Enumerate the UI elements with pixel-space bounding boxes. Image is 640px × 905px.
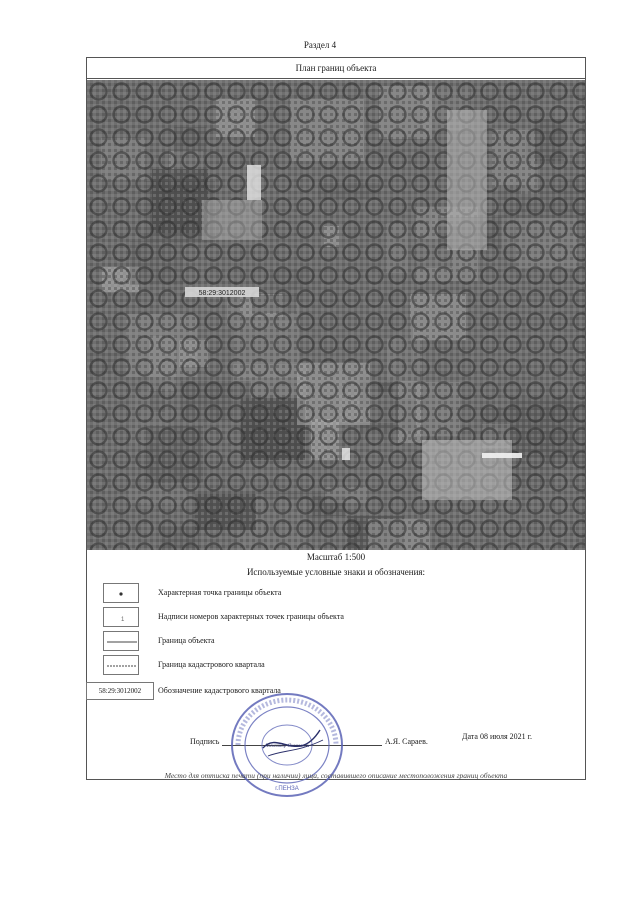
map-scale: Масштаб 1:500 [306,552,366,562]
svg-text:1: 1 [121,617,125,623]
stamp-city: г.ПЕНЗА [275,786,299,792]
stamp-signature-name: Александр Яковлевич [264,744,310,749]
legend-item-object-boundary: Граница объекта [158,636,215,645]
official-stamp [228,690,346,800]
boundary-point-icon [103,583,139,603]
signature-date: Дата 08 июля 2021 г. [462,732,533,741]
cadastral-quarter-code: 58:29:3012002 [86,682,154,700]
quarter-boundary-line-icon [103,655,139,675]
legend-item-cadastral-quarter: Обозначение кадастрового квартала [158,686,281,695]
plan-title: План границ объекта [86,57,586,79]
object-boundary-line-icon [103,631,139,651]
aerial-map-image [87,80,585,550]
legend-item-boundary-point: Характерная точка границы объекта [158,588,282,597]
legend-title: Используемые условные знаки и обозначения: [246,567,426,577]
legend-item-quarter-boundary: Граница кадастрового квартала [158,660,265,669]
point-number-icon [103,607,139,627]
signer-name: А.Я. Сараев. [385,737,428,746]
boundary-plan-map [87,80,585,550]
stamp-place-note: Место для оттиска печати (при наличии) лица, составившего описание местоположения границ объекта [164,771,508,780]
legend-item-point-numbers: Надписи номеров характерных точек границы объекта [158,612,344,621]
map-quarter-label: 58:29:3012002 [198,290,246,297]
section-title: Раздел 4 [303,40,337,50]
signature-label: Подпись [190,737,220,746]
